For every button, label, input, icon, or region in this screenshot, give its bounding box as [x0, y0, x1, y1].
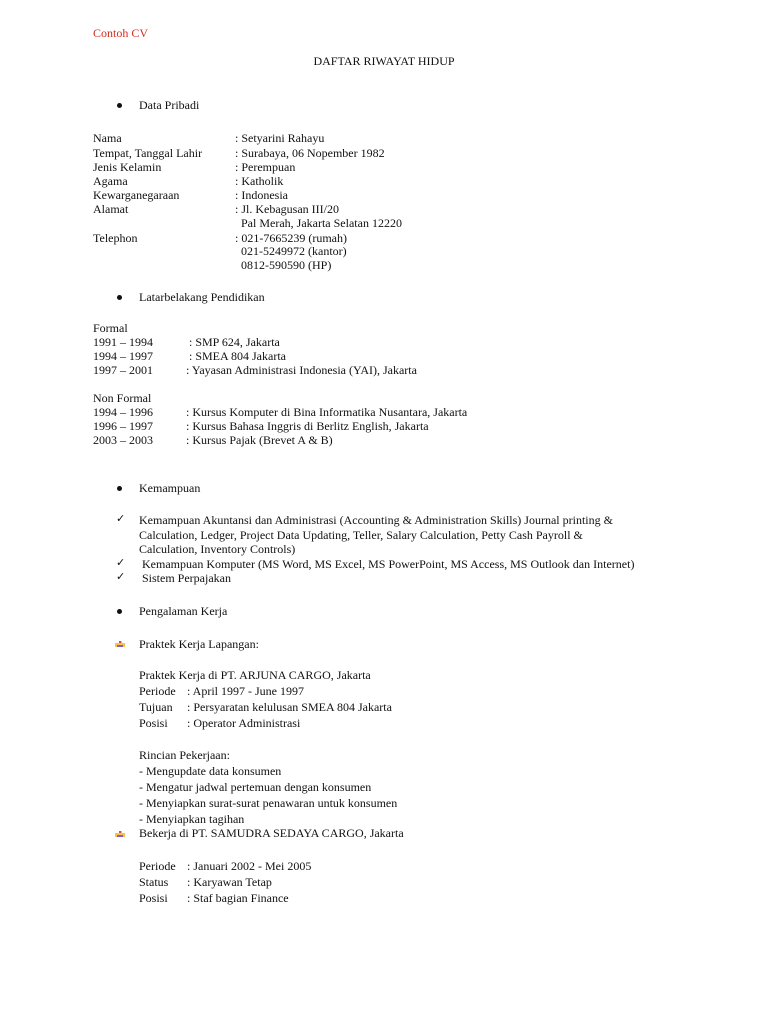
experience-value: : Operator Administrasi [187, 716, 301, 730]
formal-desc: : Yayasan Administrasi Indonesia (YAI), Jakarta [186, 363, 417, 377]
formal-years: 1994 – 1997 [93, 349, 153, 363]
nonformal-label: Non Formal [93, 391, 152, 405]
experience-heading: Bekerja di PT. SAMUDRA SEDAYA CARGO, Jakarta [139, 826, 404, 840]
details-heading: Rincian Pekerjaan: [139, 748, 230, 762]
personal-value: : Perempuan [235, 160, 296, 174]
skill-item: Sistem Perpajakan [142, 571, 231, 585]
skill-item: Kemampuan Akuntansi dan Administrasi (Accounting & Administration Skills) Journal printing & [139, 513, 613, 527]
formal-desc: : SMEA 804 Jakarta [189, 349, 286, 363]
personal-value: : Surabaya, 06 Nopember 1982 [235, 146, 385, 160]
details-item: - Mengatur jadwal pertemuan dengan konsumen [139, 780, 372, 794]
experience-value: : April 1997 - June 1997 [187, 684, 304, 698]
experience-label: Periode [139, 859, 176, 873]
header-label: Contoh CV [93, 26, 149, 40]
personal-value: 0812-590590 (HP) [241, 258, 332, 272]
personal-value: : Setyarini Rahayu [235, 131, 325, 145]
experience-value: : Karyawan Tetap [187, 875, 272, 889]
experience-label: Posisi [139, 891, 168, 905]
bullet-icon [117, 609, 122, 614]
formal-desc: : SMP 624, Jakarta [189, 335, 280, 349]
personal-label: Agama [93, 174, 128, 188]
experience-label: Status [139, 875, 169, 889]
personal-label: Jenis Kelamin [93, 160, 162, 174]
bullet-icon [117, 486, 122, 491]
bullet-icon [117, 103, 122, 108]
nonformal-years: 1994 – 1996 [93, 405, 153, 419]
experience-label: Tujuan [139, 700, 173, 714]
personal-label: Telephon [93, 231, 138, 245]
personal-value: 021-5249972 (kantor) [241, 244, 347, 258]
section-skills: Kemampuan [139, 481, 201, 495]
formal-label: Formal [93, 321, 128, 335]
section-personal: Data Pribadi [139, 98, 200, 112]
experience-value: : Persyaratan kelulusan SMEA 804 Jakarta [187, 700, 392, 714]
experience-label: Posisi [139, 716, 168, 730]
personal-label: Nama [93, 131, 122, 145]
pointing-hand-icon [115, 640, 125, 648]
experience-value: : Januari 2002 - Mei 2005 [187, 859, 312, 873]
nonformal-desc: : Kursus Pajak (Brevet A & B) [186, 433, 333, 447]
details-item: - Mengupdate data konsumen [139, 764, 282, 778]
skill-item: Calculation, Ledger, Project Data Updating, Teller, Salary Calculation, Petty Cash Payroll & [139, 528, 583, 542]
checkmark-icon: ✓ [116, 556, 126, 569]
experience-place: Praktek Kerja di PT. ARJUNA CARGO, Jakarta [139, 668, 371, 682]
formal-years: 1991 – 1994 [93, 335, 153, 349]
checkmark-icon: ✓ [116, 512, 126, 525]
personal-value: : Jl. Kebagusan III/20 [235, 202, 339, 216]
experience-heading: Praktek Kerja Lapangan: [139, 637, 259, 651]
nonformal-desc: : Kursus Komputer di Bina Informatika Nusantara, Jakarta [186, 405, 468, 419]
nonformal-desc: : Kursus Bahasa Inggris di Berlitz English, Jakarta [186, 419, 429, 433]
page-title: DAFTAR RIWAYAT HIDUP [313, 54, 455, 68]
nonformal-years: 2003 – 2003 [93, 433, 153, 447]
checkmark-icon: ✓ [116, 570, 126, 583]
personal-label: Kewarganegaraan [93, 188, 180, 202]
details-item: - Menyiapkan tagihan [139, 812, 245, 826]
skill-item: Calculation, Inventory Controls) [139, 542, 296, 556]
personal-value: Pal Merah, Jakarta Selatan 12220 [241, 216, 402, 230]
skill-item: Kemampuan Komputer (MS Word, MS Excel, MS PowerPoint, MS Access, MS Outlook dan Internet) [142, 557, 635, 571]
experience-label: Periode [139, 684, 176, 698]
personal-label: Alamat [93, 202, 129, 216]
experience-value: : Staf bagian Finance [187, 891, 289, 905]
section-experience: Pengalaman Kerja [139, 604, 228, 618]
nonformal-years: 1996 – 1997 [93, 419, 153, 433]
pointing-hand-icon [115, 830, 125, 838]
section-education: Latarbelakang Pendidikan [139, 290, 265, 304]
personal-value: : Indonesia [235, 188, 288, 202]
personal-value: : 021-7665239 (rumah) [235, 231, 347, 245]
personal-label: Tempat, Tanggal Lahir [93, 146, 203, 160]
formal-years: 1997 – 2001 [93, 363, 153, 377]
bullet-icon [117, 295, 122, 300]
details-item: - Menyiapkan surat-surat penawaran untuk konsumen [139, 796, 398, 810]
personal-value: : Katholik [235, 174, 284, 188]
